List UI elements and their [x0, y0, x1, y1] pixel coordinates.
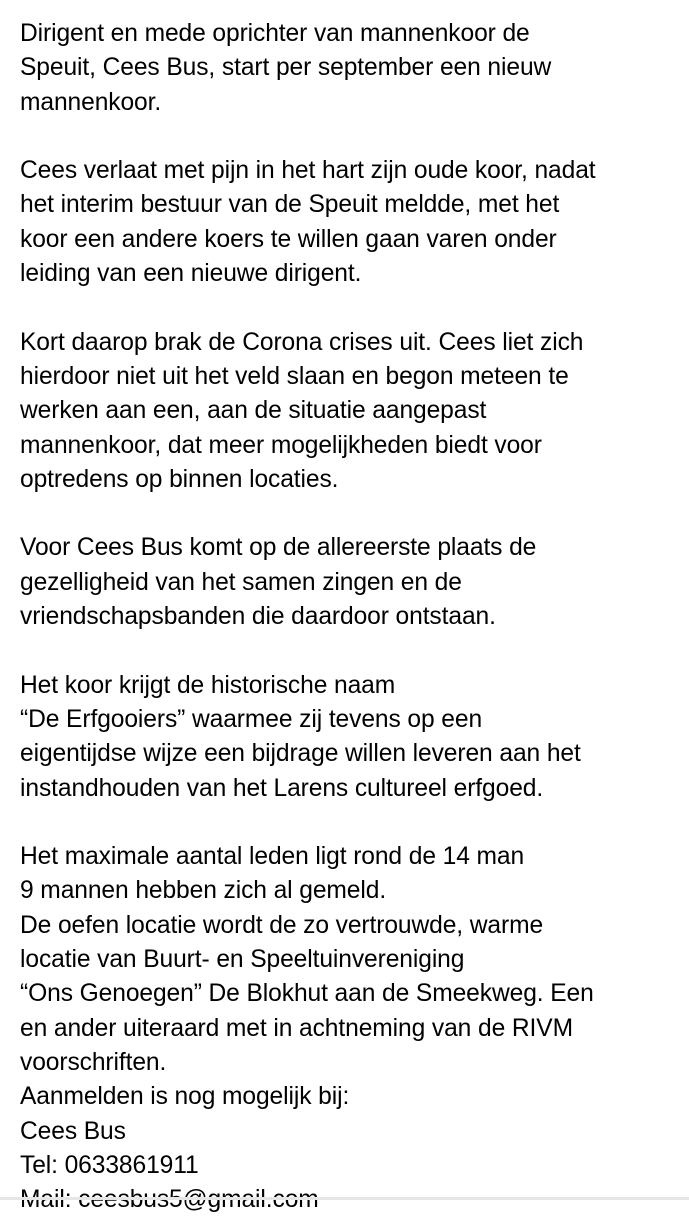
text-line: Cees verlaat met pijn in het hart zijn oude koor, nadat: [20, 157, 596, 185]
paragraph-intro: [20, 17, 685, 120]
text-line: Kort daarop brak de Corona crises uit. Cees liet zich: [20, 328, 584, 356]
text-line: leiding van een nieuwe dirigent.: [20, 260, 362, 288]
contact-email: [20, 1183, 685, 1217]
contact-phone: Tel: 0633861911: [20, 1151, 199, 1179]
text-line: Speuit, Cees Bus, start per september een nieuw: [20, 54, 552, 82]
text-line: mannenkoor, dat meer mogelijkheden biedt voor: [20, 431, 542, 459]
text-line: “De Erfgooiers” waarmee zij tevens op een: [20, 705, 483, 733]
text-line: eigentijdse wijze een bijdrage willen leveren aan het: [20, 740, 581, 768]
text-line: het interim bestuur van de Speuit meldde, met het: [20, 191, 560, 219]
text-line: werken aan een, aan de situatie aangepast: [20, 397, 487, 425]
text-line: instandhouden van het Larens cultureel erfgoed.: [20, 774, 544, 802]
paragraph-choir-name: [20, 669, 685, 806]
text-line: locatie van Buurt- en Speeltuinvereniging: [20, 946, 465, 974]
paragraph-spacer: [20, 806, 685, 840]
text-line: Het koor krijgt de historische naam: [20, 671, 396, 699]
text-line: optredens op binnen locaties.: [20, 465, 339, 493]
text-line: Dirigent en mede oprichter van mannenkoor de: [20, 20, 530, 47]
text-line: mannenkoor.: [20, 88, 162, 116]
text-line: “Ons Genoegen” De Blokhut aan de Smeekweg. Een: [20, 980, 594, 1008]
text-line: De oefen locatie wordt de zo vertrouwde, warme: [20, 911, 544, 939]
paragraph-spacer: [20, 120, 685, 154]
paragraph-corona: [20, 326, 685, 497]
text-line: Het maximale aantal leden ligt rond de 14 man: [20, 843, 525, 871]
text-line: Aanmelden is nog mogelijk bij:: [20, 1083, 350, 1111]
paragraph-departure: [20, 154, 685, 291]
paragraph-spacer: [20, 291, 685, 325]
text-line: hierdoor niet uit het veld slaan en begon meteen te: [20, 362, 569, 390]
paragraph-spacer: [20, 634, 685, 668]
paragraph-spacer: [20, 497, 685, 531]
paragraph-details-contact: [20, 840, 685, 1217]
text-line: koor een andere koers te willen gaan varen onder: [20, 225, 557, 253]
text-line: en ander uiteraard met in achtneming van de RIVM: [20, 1014, 573, 1042]
note-text: [20, 17, 685, 1217]
contact-name: Cees Bus: [20, 1117, 126, 1145]
text-line: gezelligheid van het samen zingen en de: [20, 568, 462, 596]
paragraph-priorities: [20, 531, 685, 634]
text-line: Voor Cees Bus komt op de allereerste plaats de: [20, 534, 537, 562]
text-line: vriendschapsbanden die daardoor ontstaan.: [20, 603, 496, 631]
text-line: voorschriften.: [20, 1048, 167, 1076]
text-line: 9 mannen hebben zich al gemeld.: [20, 877, 387, 905]
